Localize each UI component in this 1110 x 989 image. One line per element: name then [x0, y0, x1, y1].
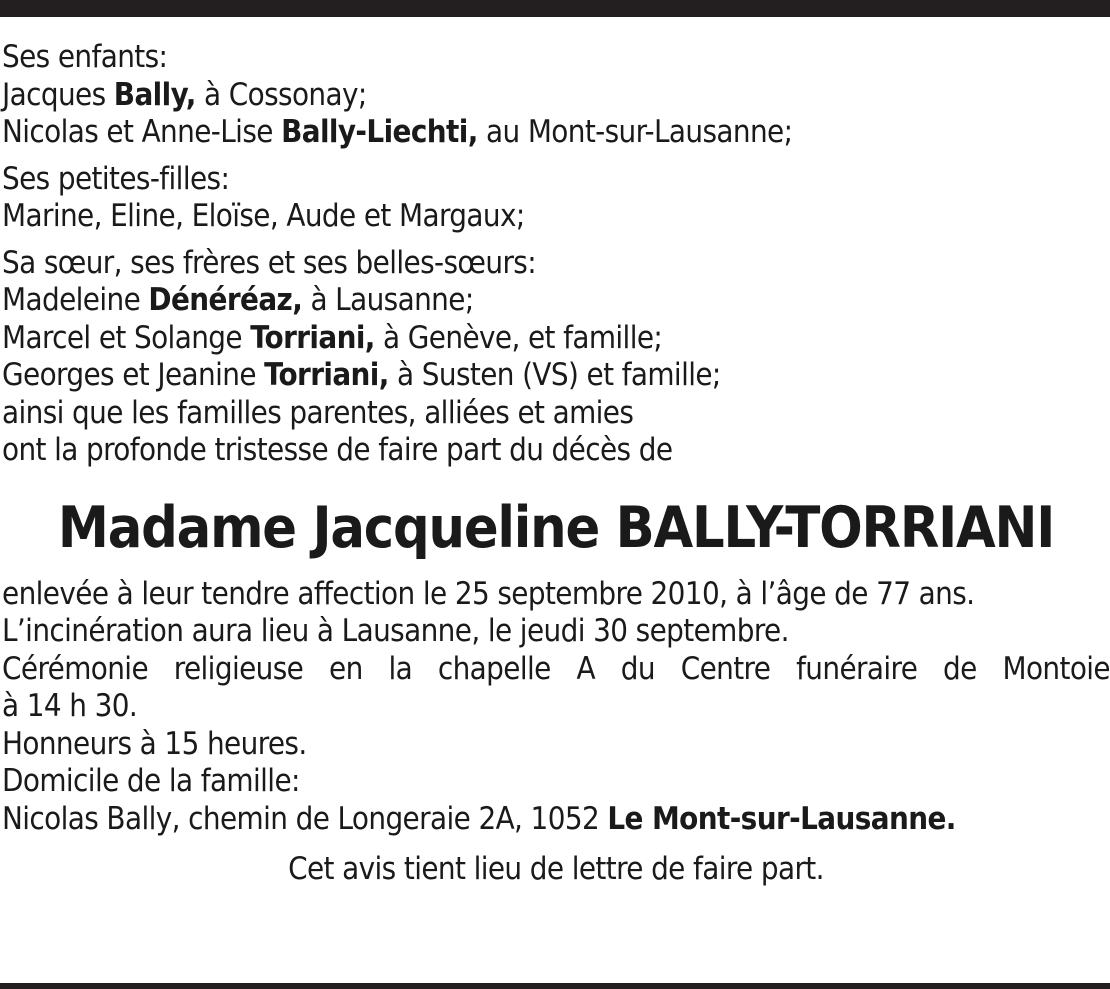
- sibling-entry: Madeleine Dénéréaz, à Lausanne;: [2, 282, 474, 318]
- grandchildren-list: Marine, Eline, Eloïse, Aude et Margaux;: [2, 198, 525, 234]
- sibling-entry: Georges et Jeanine Torriani, à Susten (VS) et famille;: [2, 357, 721, 393]
- sibling-surname: Torriani,: [250, 319, 375, 356]
- cremation-line: L’incinération aura lieu à Lausanne, le jeudi 30 septembre.: [2, 613, 789, 649]
- announcement-line: ont la profonde tristesse de faire part du décès de: [2, 432, 673, 468]
- honours-line: Honneurs à 15 heures.: [2, 725, 307, 762]
- ceremony-time: à 14 h 30.: [2, 688, 138, 724]
- children-heading: Ses enfants:: [2, 39, 168, 75]
- bottom-rule: [0, 983, 1110, 989]
- domicile-heading: Domicile de la famille:: [2, 763, 300, 799]
- sibling-surname: Dénéréaz,: [148, 282, 303, 318]
- relatives-line: ainsi que les familles parentes, alliées et amies: [2, 394, 634, 431]
- ceremony-line: Cérémonie religieuse en la chapelle A du Centre funéraire de Montoie: [2, 650, 1110, 687]
- siblings-heading: Sa sœur, ses frères et ses belles-sœurs:: [2, 244, 537, 281]
- child-surname: Bally-Liechti,: [281, 114, 478, 150]
- top-rule: [0, 0, 1110, 17]
- obituary-notice: [2, 39, 1110, 889]
- child-surname: Bally,: [113, 76, 196, 113]
- domicile-address: Nicolas Bally, chemin de Longeraie 2A, 1052 Le Mont-sur-Lausanne.: [2, 800, 956, 837]
- sibling-entry: Marcel et Solange Torriani, à Genève, et famille;: [2, 319, 663, 356]
- child-entry: Jacques Bally, à Cossonay;: [2, 76, 367, 113]
- domicile-city: Le Mont-sur-Lausanne.: [607, 800, 956, 837]
- sibling-surname: Torriani,: [264, 357, 389, 393]
- passing-line: enlevée à leur tendre affection le 25 septembre 2010, à l’âge de 77 ans.: [2, 575, 975, 612]
- grandchildren-heading: Ses petites-filles:: [2, 160, 230, 197]
- deceased-name: Madame Jacqueline BALLY-TORRIANI: [57, 494, 1055, 561]
- child-entry: Nicolas et Anne-Lise Bally-Liechti, au Mont-sur-Lausanne;: [2, 114, 793, 150]
- closing-note: Cet avis tient lieu de lettre de faire part.: [288, 851, 824, 887]
